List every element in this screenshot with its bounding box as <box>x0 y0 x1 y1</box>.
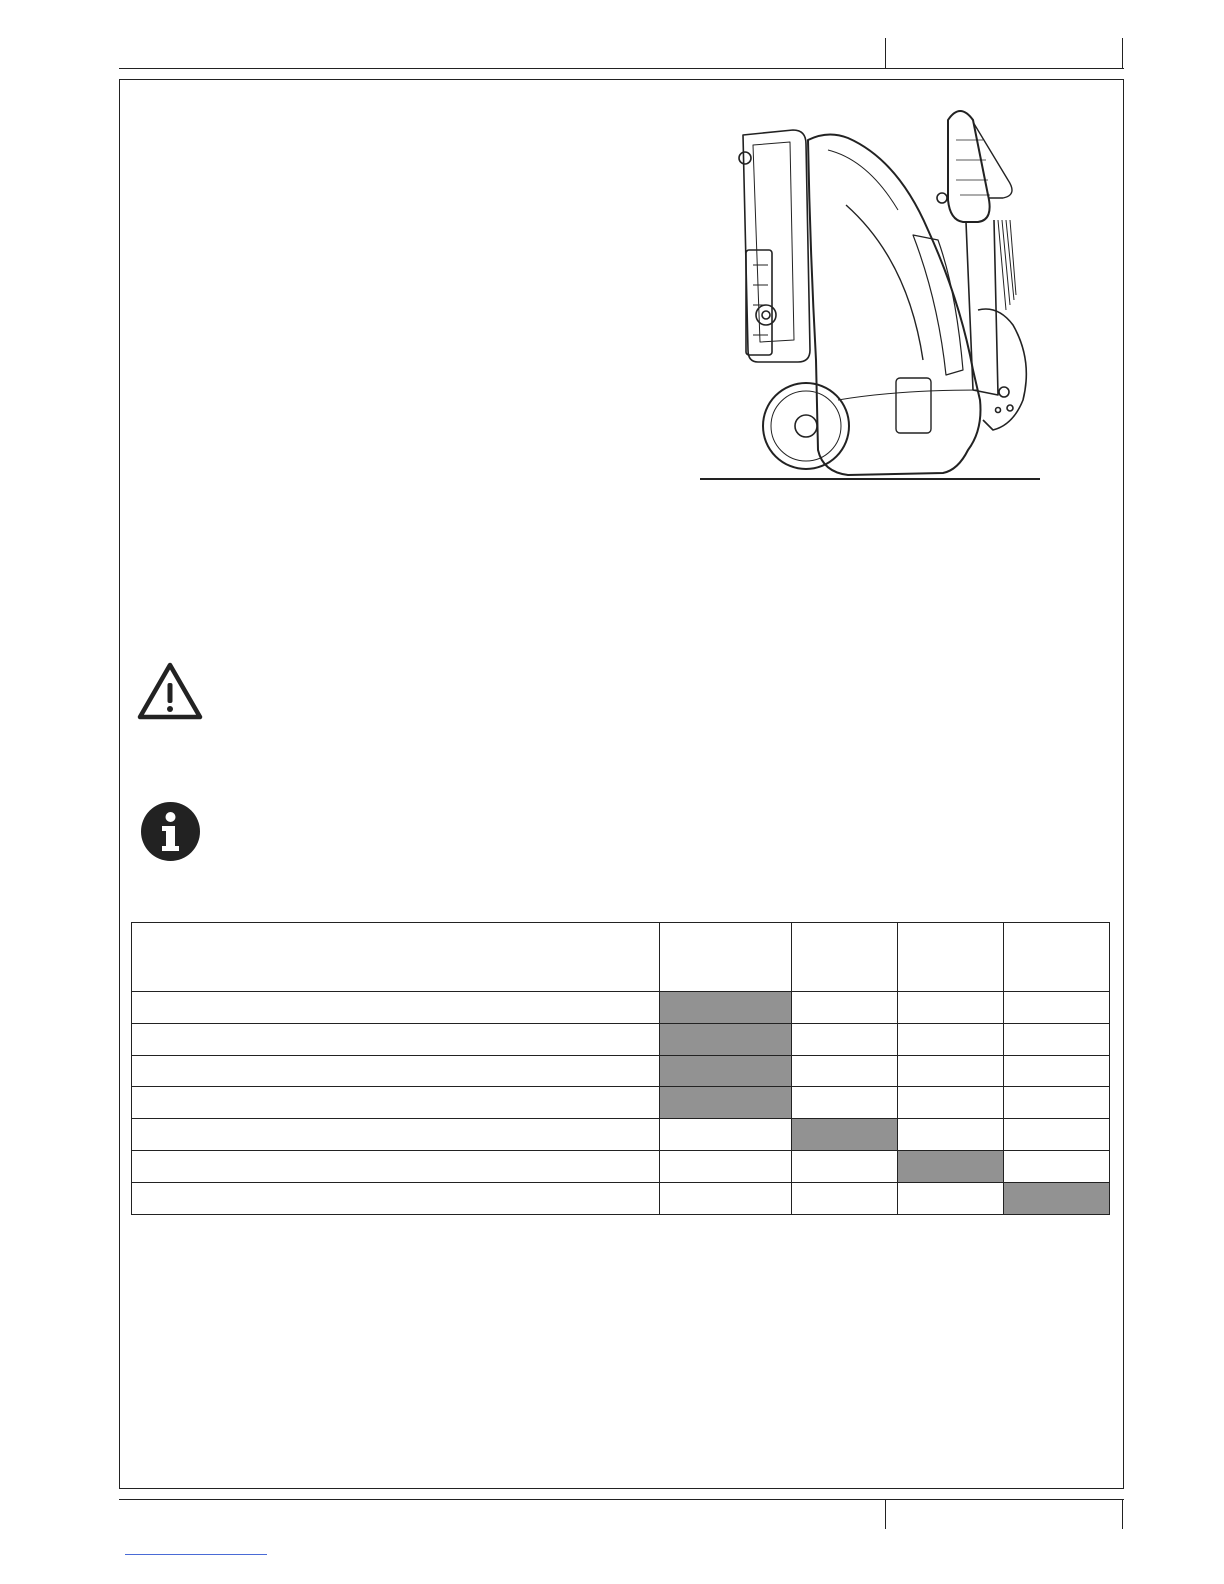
table-cell <box>132 1087 660 1119</box>
table-cell <box>660 1150 792 1182</box>
maintenance-schedule-table <box>131 922 1110 1215</box>
table-cell <box>898 1182 1004 1214</box>
table-row <box>132 1087 1110 1119</box>
machine-folded-side-view-icon <box>698 100 1043 485</box>
table-cell <box>132 1055 660 1087</box>
table-cell <box>1004 1087 1110 1119</box>
footer-link[interactable] <box>125 1554 267 1555</box>
table-cell <box>132 1182 660 1214</box>
table-cell <box>792 1055 898 1087</box>
table-cell-shaded <box>660 1023 792 1055</box>
table-cell <box>132 1119 660 1151</box>
table-cell <box>1004 1150 1110 1182</box>
table-cell-shaded <box>1004 1182 1110 1214</box>
table-cell <box>898 992 1004 1024</box>
footer-divider-right <box>1122 1499 1123 1529</box>
table-cell <box>898 1023 1004 1055</box>
warning-triangle-icon <box>137 661 203 721</box>
table-cell <box>792 1150 898 1182</box>
header-cell <box>1004 923 1110 992</box>
table-row <box>132 1055 1110 1087</box>
table-header-row <box>132 923 1110 992</box>
table-cell <box>898 1087 1004 1119</box>
table-cell <box>792 992 898 1024</box>
table-cell-shaded <box>660 1055 792 1087</box>
table-cell <box>898 1055 1004 1087</box>
table-row <box>132 1023 1110 1055</box>
table-cell <box>1004 1023 1110 1055</box>
table-row <box>132 1182 1110 1214</box>
table-cell <box>660 1182 792 1214</box>
table-row <box>132 1150 1110 1182</box>
table-cell-shaded <box>898 1150 1004 1182</box>
table-cell <box>1004 1119 1110 1151</box>
table-cell <box>132 1150 660 1182</box>
table-cell <box>792 1182 898 1214</box>
table-cell-shaded <box>660 992 792 1024</box>
table-cell <box>1004 1055 1110 1087</box>
info-icon <box>140 801 201 862</box>
table-cell-shaded <box>792 1119 898 1151</box>
header-rule <box>119 68 1124 69</box>
header-cell <box>132 923 660 992</box>
table-cell <box>1004 992 1110 1024</box>
table-cell <box>132 992 660 1024</box>
header-divider-left <box>885 38 886 68</box>
table-row <box>132 992 1110 1024</box>
header-cell <box>898 923 1004 992</box>
header-cell <box>660 923 792 992</box>
table-cell <box>660 1119 792 1151</box>
table-cell-shaded <box>660 1087 792 1119</box>
table-cell <box>132 1023 660 1055</box>
table-cell <box>792 1023 898 1055</box>
table-row <box>132 1119 1110 1151</box>
header-cell <box>792 923 898 992</box>
footer-rule <box>119 1499 1124 1500</box>
header-divider-right <box>1122 38 1123 68</box>
table-cell <box>898 1119 1004 1151</box>
table-cell <box>792 1087 898 1119</box>
footer-divider-left <box>885 1499 886 1529</box>
